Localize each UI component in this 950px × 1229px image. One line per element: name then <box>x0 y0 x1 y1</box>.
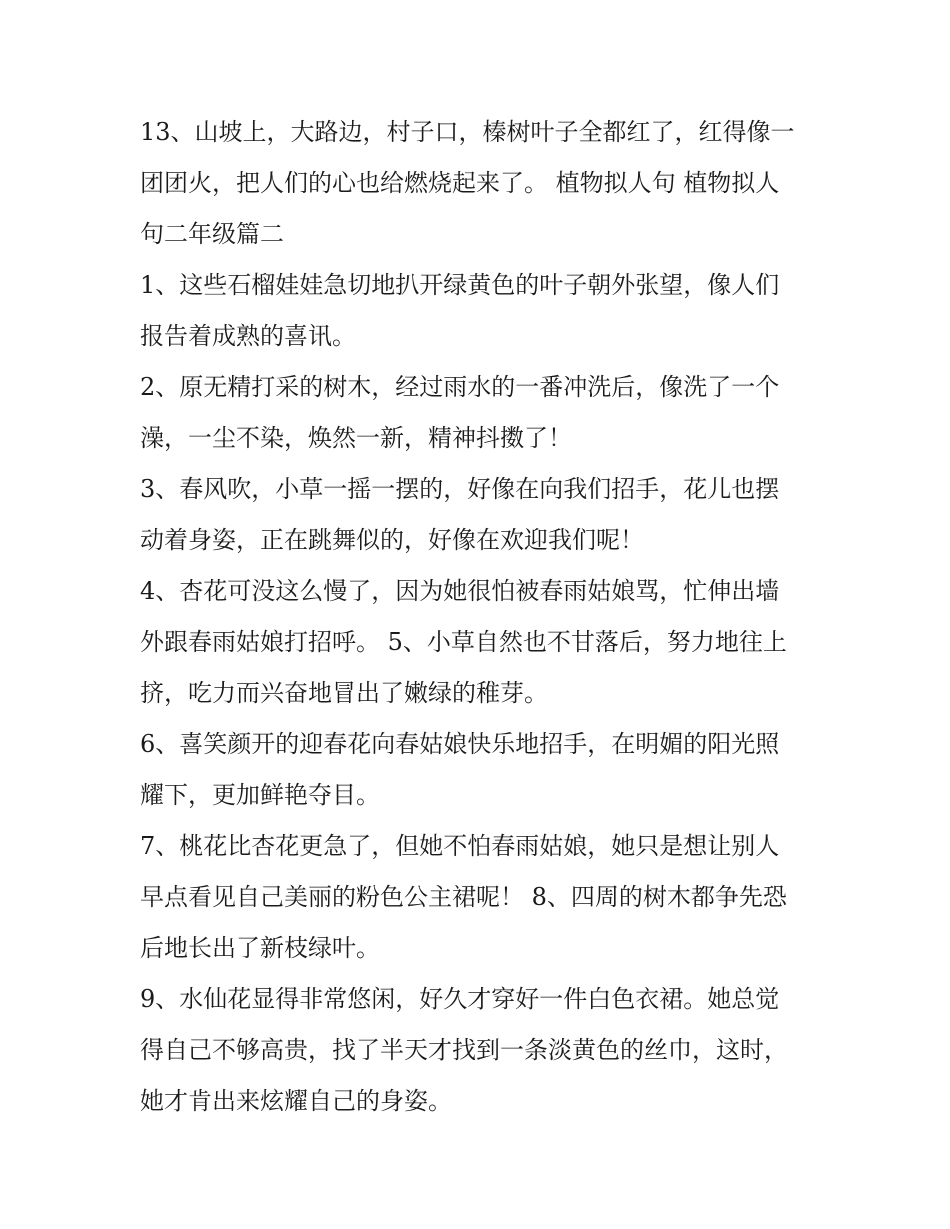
text-line: 9、水仙花显得非常悠闲，好久才穿好一件白色衣裙。她总觉 <box>140 985 780 1013</box>
text-line: 后地长出了新枝绿叶。 <box>140 934 380 962</box>
paragraph-13 <box>140 107 812 260</box>
text-line: 4、杏花可没这么慢了，因为她很怕被春雨姑娘骂，忙伸出墙 <box>140 577 780 605</box>
text-line: 6、喜笑颜开的迎春花向春姑娘快乐地招手，在明媚的阳光照 <box>140 730 780 758</box>
text-line: 早点看见自己美丽的粉色公主裙呢！ 8、四周的树木都争先恐 <box>140 883 787 911</box>
text-line: 耀下，更加鲜艳夺目。 <box>140 781 380 809</box>
text-line: 外跟春雨姑娘打招呼。 5、小草自然也不甘落后，努力地往上 <box>140 628 787 656</box>
paragraph-7 <box>140 821 812 974</box>
document-body <box>140 107 812 1127</box>
text-line: 她才肯出来炫耀自己的身姿。 <box>140 1087 452 1115</box>
text-line: 动着身姿，正在跳舞似的，好像在欢迎我们呢！ <box>140 526 644 554</box>
text-line: 挤，吃力而兴奋地冒出了嫩绿的稚芽。 <box>140 679 548 707</box>
text-line: 7、桃花比杏花更急了，但她不怕春雨姑娘，她只是想让别人 <box>140 832 780 860</box>
paragraph-9 <box>140 974 812 1127</box>
paragraph-2 <box>140 362 812 464</box>
paragraph-4 <box>140 566 812 719</box>
text-line: 2、原无精打采的树木，经过雨水的一番冲洗后，像洗了一个 <box>140 373 780 401</box>
text-line: 澡，一尘不染，焕然一新，精神抖擞了！ <box>140 424 572 452</box>
paragraph-3 <box>140 464 812 566</box>
text-line: 句二年级篇二 <box>140 220 284 248</box>
text-line: 13、山坡上，大路边，村子口，榛树叶子全都红了，红得像一 <box>140 118 795 146</box>
paragraph-1 <box>140 260 812 362</box>
text-line: 得自己不够高贵，找了半天才找到一条淡黄色的丝巾，这时， <box>140 1036 788 1064</box>
paragraph-6 <box>140 719 812 821</box>
text-line: 团团火，把人们的心也给燃烧起来了。 植物拟人句 植物拟人 <box>140 169 780 197</box>
text-line: 3、春风吹，小草一摇一摆的，好像在向我们招手，花儿也摆 <box>140 475 780 503</box>
text-line: 报告着成熟的喜讯。 <box>140 322 356 350</box>
text-line: 1、这些石榴娃娃急切地扒开绿黄色的叶子朝外张望，像人们 <box>140 271 780 299</box>
